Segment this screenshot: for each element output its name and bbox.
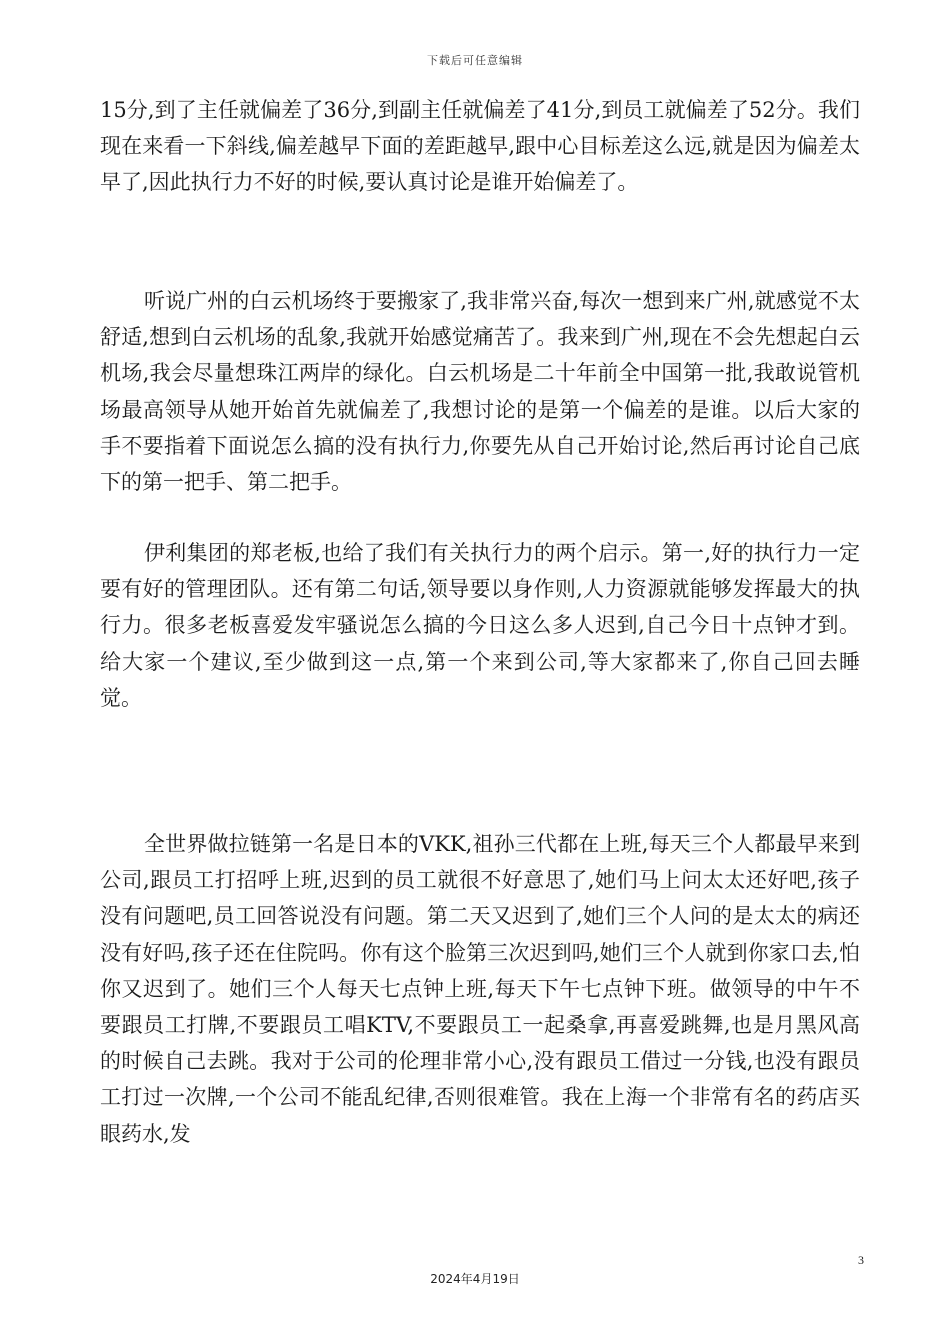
paragraph-4: 全世界做拉链第一名是日本的VKK,祖孙三代都在上班,每天三个人都最早来到公司,跟员工打招呼上班,迟到的员工就很不好意思了,她们马上问太太还好吧,孩子没有问题吧,员工回答说没有问题。第二天又迟到了,她们三个人问的是太太的病还没有好吗,孩子还在住院吗。你有这个脸第三次迟到吗,她们三个人就到你家口去,怕你又迟到了。她们三个人每天七点钟上班,每天下午七点钟下班。做领导的中午不要跟员工打牌,不要跟员工唱KTV,不要跟员工一起桑拿,再喜爱跳舞,也是月黑风高的时候自己去跳。我对于公司的伦理非常小心,没有跟员工借过一分钱,也没有跟员工打过一次牌,一个公司不能乱纪律,否则很难管。我在上海一个非常有名的药店买眼药水,发 [100, 832, 860, 1146]
footer-date: 2024年4月19日 [430, 1272, 520, 1286]
page-header: 下载后可任意编辑 [427, 54, 523, 67]
page-number: 3 [858, 1253, 864, 1267]
paragraph-2: 听说广州的白云机场终于要搬家了,我非常兴奋,每次一想到来广州,就感觉不太舒适,想到白云机场的乱象,我就开始感觉痛苦了。我来到广州,现在不会先想起白云机场,我会尽量想珠江两岸的绿化。白云机场是二十年前全中国第一批,我敢说管机场最高领导从她开始首先就偏差了,我想讨论的是第一个偏差的是谁。以后大家的手不要指着下面说怎么搞的没有执行力,你要先从自己开始讨论,然后再讨论自己底下的第一把手、第二把手。 [100, 289, 860, 495]
paragraph-1: 15分,到了主任就偏差了36分,到副主任就偏差了41分,到员工就偏差了52分。我们现在来看一下斜线,偏差越早下面的差距越早,跟中心目标差这么远,就是因为偏差太早了,因此执行力不好的时候,要认真讨论是谁开始偏差了。 [100, 98, 860, 195]
paragraph-3: 伊利集团的郑老板,也给了我们有关执行力的两个启示。第一,好的执行力一定要有好的管理团队。还有第二句话,领导要以身作则,人力资源就能够发挥最大的执行力。很多老板喜爱发牢骚说怎么搞的今日这么多人迟到,自己今日十点钟才到。给大家一个建议,至少做到这一点,第一个来到公司,等大家都来了,你自己回去睡觉。 [100, 541, 860, 710]
